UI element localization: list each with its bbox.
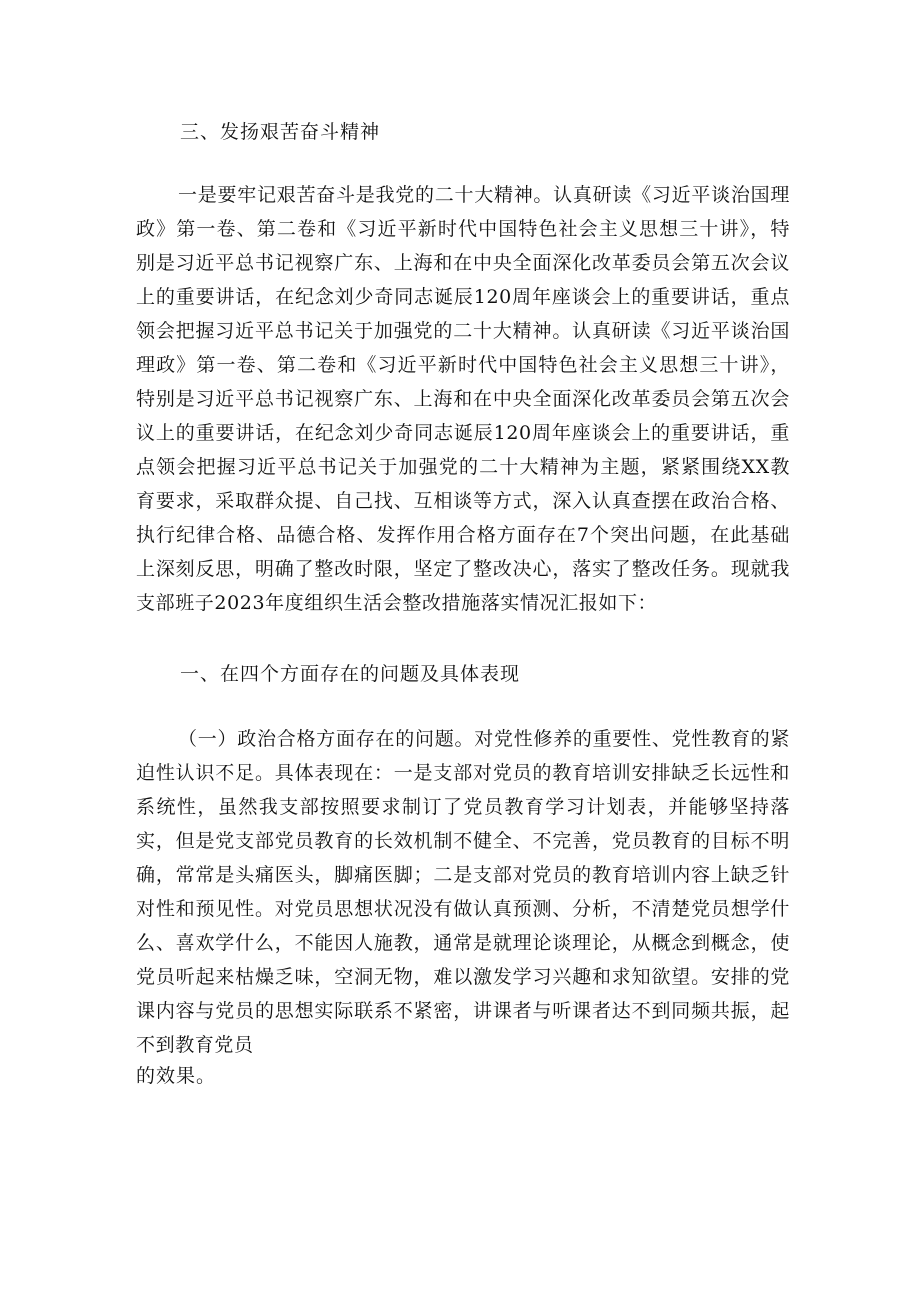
paragraph-intro: 一是要牢记艰苦奋斗是我党的二十大精神。认真研读《习近平谈治国理政》第一卷、第二卷和《习近平新时代中国特色社会主义思想三十讲》，特别是习近平总书记视察广东、上海和在中央全面深化改革委员会第五次会议上的重要讲话，在纪念刘少奇同志诞辰120周年座谈会上的重要讲话，重点领会把握习近平总书记关于加强党的二十大精神。认真研读《习近平谈治国理政》第一卷、第二卷和《习近平新时代中国特色社会主义思想三十讲》，特别是习近平总书记视察广东、上海和在中央全面深化改革委员会第五次会议上的重要讲话，在纪念刘少奇同志诞辰120周年座谈会上的重要讲话，重点领会把握习近平总书记关于加强党的二十大精神为主题，紧紧围绕XX教育要求，采取群众提、自己找、互相谈等方式，深入认真查摆在政治合格、执行纪律合格、品德合格、发挥作用合格方面存在7个突出问题，在此基础上深刻反思，明确了整改时限，坚定了整改决心，落实了整改任务。现就我支部班子2023年度组织生活会整改措施落实情况汇报如下： — [136, 184, 790, 614]
paragraph-political-issues: （一）政治合格方面存在的问题。对党性修养的重要性、党性教育的紧迫性认识不足。具体表现在：一是支部对党员的教育培训安排缺乏长远性和系统性，虽然我支部按照要求制订了党员教育学习计划表，并能够坚持落实，但是党支部党员教育的长效机制不健全、不完善，党员教育的目标不明确，常常是头痛医头，脚痛医脚；二是支部对党员的教育培训内容上缺乏针对性和预见性。对党员思想状况没有做认真预测、分析，不清楚党员想学什么、喜欢学什么，不能因人施教，通常是就理论谈理论，从概念到概念，使党员听起来枯燥乏味，空洞无物，难以激发学习兴趣和求知欲望。安排的党课内容与党员的思想实际联系不紧密，讲课者与听课者达不到同频共振，起不到教育党员 — [136, 728, 790, 1056]
subheading-problems: 一、在四个方面存在的问题及具体表现 — [180, 663, 521, 685]
paragraph-continuation: 的效果。 — [136, 1065, 217, 1087]
section-heading: 三、发扬艰苦奋斗精神 — [180, 121, 381, 143]
